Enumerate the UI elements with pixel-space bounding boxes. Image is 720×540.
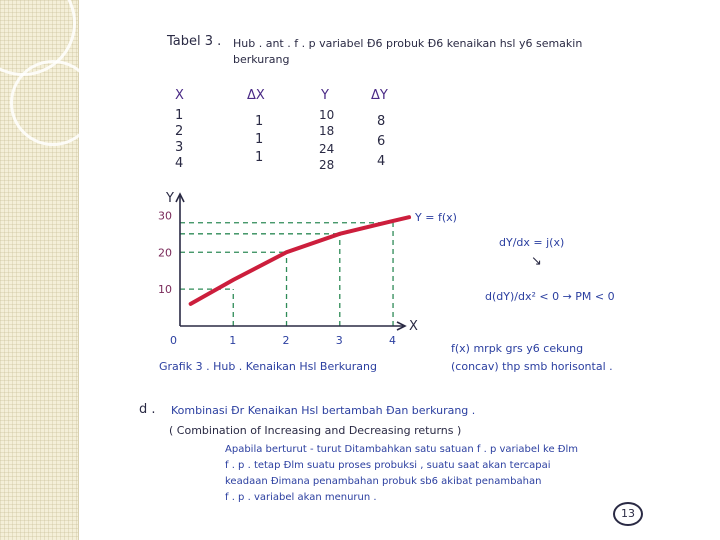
section-body-line: Apabila berturut - turut Ditambahkan satu satuan f . p variabel ke Đlm: [225, 444, 579, 455]
x-axis-label: X: [409, 319, 418, 334]
x-tick-label: 2: [282, 334, 290, 347]
section-label: d .: [139, 402, 156, 417]
table-cell-dy: 4: [377, 154, 386, 169]
table-cell-dy: 6: [377, 134, 386, 149]
concave-note-line1: f(x) mrpk grs y6 cekung: [451, 342, 584, 355]
table-title-prefix: Tabel 3 .: [167, 34, 222, 49]
section-body-line: f . p . variabel akan menurun .: [225, 492, 377, 503]
table-cell-dx: 1: [255, 150, 264, 165]
table-cell-y: 10: [319, 108, 335, 122]
table-header-x: X: [175, 88, 184, 103]
curve-chart: [125, 188, 457, 348]
table-header-dx: ΔX: [247, 88, 265, 103]
section-body-line: f . p . tetap Đlm suatu proses probuksi , suatu saat akan tercapai: [225, 460, 551, 471]
table-cell-x: 2: [175, 124, 184, 139]
table-cell-x: 4: [175, 156, 184, 171]
y-tick-label: 10: [158, 283, 172, 297]
table-cell-dx: 1: [255, 132, 264, 147]
page-number-circle: [613, 502, 643, 526]
x-tick-label: 0: [170, 334, 177, 347]
page-number: 13: [621, 507, 635, 520]
table-cell-dx: 1: [255, 114, 264, 129]
concave-note-line2: (concav) thp smb horisontal .: [451, 360, 613, 373]
table-cell-y: 28: [319, 158, 335, 172]
second-derivative-condition: d(dY)/dx² < 0 → PM < 0: [485, 290, 615, 303]
handwritten-page: [125, 28, 651, 528]
y-tick-label: 30: [158, 209, 172, 223]
table-header-dy: ΔY: [371, 88, 388, 103]
arrow-icon: ↘: [531, 254, 542, 269]
section-body-line: keadaan Đimana penambahan probuk sb6 akibat penambahan: [225, 476, 542, 487]
chart-caption: Grafik 3 . Hub . Kenaikan Hsl Berkurang: [159, 360, 377, 373]
x-tick-label: 3: [335, 334, 343, 347]
y-tick-label: 20: [158, 246, 172, 260]
decorative-sidebar: [0, 0, 79, 540]
table-cell-x: 3: [175, 140, 184, 155]
table-cell-dy: 8: [377, 114, 386, 129]
table-title-line1: Hub . ant . f . p variabel Đ6 probuk Đ6 kenaikan hsl y6 semakin: [233, 37, 583, 50]
section-title: Kombinasi Đr Kenaikan Hsl bertambah Đan berkurang .: [171, 404, 476, 417]
curve-line: [191, 217, 409, 304]
y-axis-label: Y: [166, 191, 174, 206]
table-header-y: Y: [321, 88, 329, 103]
table-cell-x: 1: [175, 108, 184, 123]
curve-label: Y = f(x): [415, 211, 457, 225]
table-cell-y: 18: [319, 124, 335, 138]
table-title-line2: berkurang: [233, 53, 290, 66]
section-subtitle: ( Combination of Increasing and Decreasing returns ): [169, 424, 462, 437]
first-derivative-formula: dY/dx = j(x): [499, 236, 565, 249]
x-tick-label: 4: [389, 334, 397, 347]
x-tick-label: 1: [229, 334, 237, 347]
table-cell-y: 24: [319, 142, 335, 156]
decorative-ring: [10, 60, 96, 146]
